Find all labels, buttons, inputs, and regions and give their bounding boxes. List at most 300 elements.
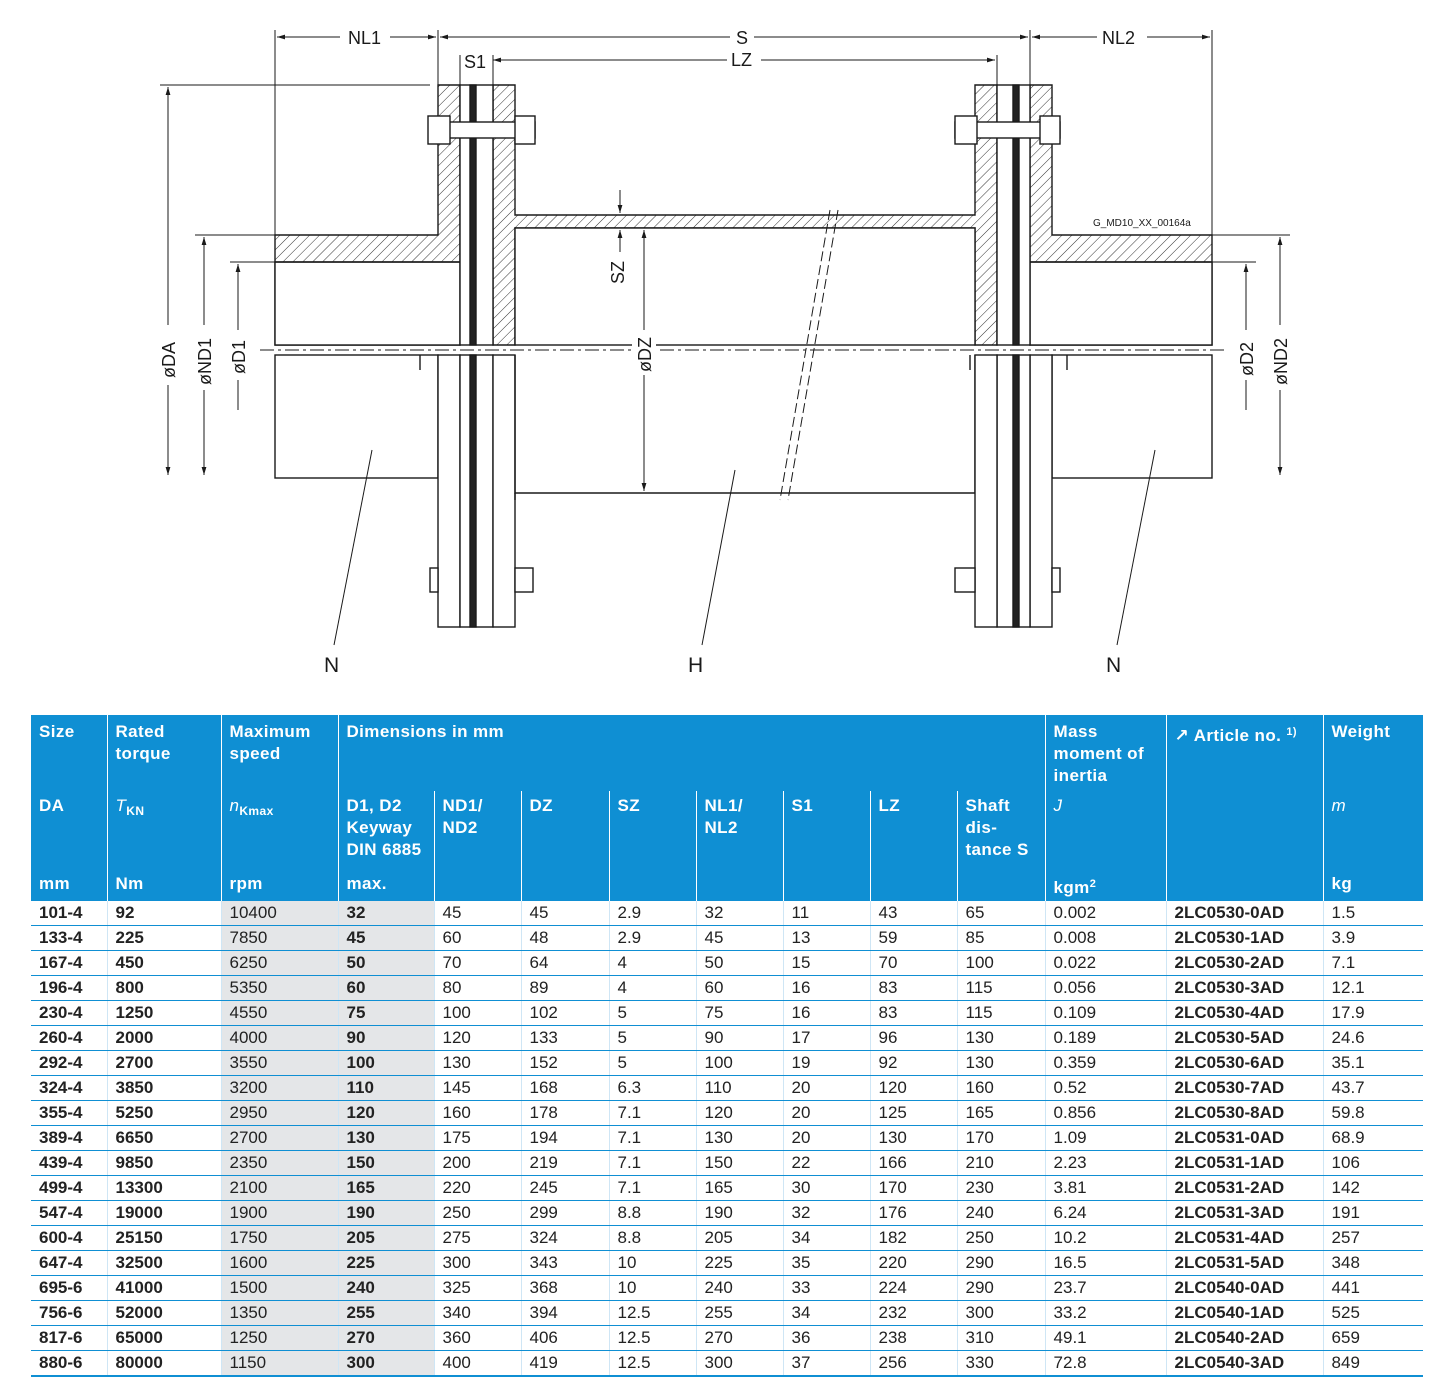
symbol-m: m	[1331, 796, 1347, 815]
table-cell: 90	[338, 1026, 434, 1051]
table-cell: 35.1	[1323, 1051, 1423, 1076]
table-cell: 220	[434, 1176, 521, 1201]
table-cell: 290	[957, 1251, 1045, 1276]
table-cell: 3.9	[1323, 926, 1423, 951]
table-cell: 2000	[107, 1026, 221, 1051]
table-cell: 170	[870, 1176, 957, 1201]
table-cell: 849	[1323, 1351, 1423, 1377]
table-cell: 176	[870, 1201, 957, 1226]
table-cell: 695-6	[31, 1276, 107, 1301]
table-cell: 1500	[221, 1276, 338, 1301]
table-cell: 59.8	[1323, 1101, 1423, 1126]
table-cell: 64	[521, 951, 609, 976]
table-cell: 2LC0540-3AD	[1166, 1351, 1323, 1377]
header-mass: Mass	[1053, 722, 1098, 741]
table-row	[31, 1001, 1423, 1026]
header-shaft: Shaft	[965, 796, 1010, 815]
table-cell: 7850	[221, 926, 338, 951]
table-cell: 340	[434, 1301, 521, 1326]
table-cell: 2700	[221, 1126, 338, 1151]
symbol-j: J	[1053, 796, 1063, 815]
table-cell: 225	[107, 926, 221, 951]
table-cell: 133-4	[31, 926, 107, 951]
table-cell: 19000	[107, 1201, 221, 1226]
dim-label-nl2: NL2	[1102, 28, 1136, 48]
table-cell: 100	[696, 1051, 783, 1076]
header-keyway: Keyway	[346, 818, 413, 837]
unit-mm: mm	[39, 874, 71, 893]
table-cell: 10	[609, 1276, 696, 1301]
header-d1-d2: D1, D2	[346, 796, 402, 815]
table-cell: 240	[696, 1276, 783, 1301]
table-row	[31, 1226, 1423, 1251]
table-cell: 130	[870, 1126, 957, 1151]
table-cell: 348	[1323, 1251, 1423, 1276]
table-cell: 12.5	[609, 1326, 696, 1351]
table-cell: 324	[521, 1226, 609, 1251]
table-cell: 4550	[221, 1001, 338, 1026]
table-cell: 600-4	[31, 1226, 107, 1251]
table-cell: 275	[434, 1226, 521, 1251]
table-cell: 1.5	[1323, 901, 1423, 926]
table-cell: 34	[783, 1301, 870, 1326]
table-cell: 2LC0531-1AD	[1166, 1151, 1323, 1176]
table-cell: 45	[338, 926, 434, 951]
table-cell: 2LC0530-6AD	[1166, 1051, 1323, 1076]
table-cell: 6650	[107, 1126, 221, 1151]
arrow-up-right-icon: ↗	[1174, 726, 1190, 745]
table-cell: 756-6	[31, 1301, 107, 1326]
table-cell: 225	[338, 1251, 434, 1276]
table-row	[31, 1351, 1423, 1377]
table-cell: 32	[338, 901, 434, 926]
table-cell: 232	[870, 1301, 957, 1326]
table-cell: 2950	[221, 1101, 338, 1126]
table-cell: 256	[870, 1351, 957, 1377]
table-cell: 12.1	[1323, 976, 1423, 1001]
table-row	[31, 1026, 1423, 1051]
table-cell: 5250	[107, 1101, 221, 1126]
table-cell: 2LC0531-5AD	[1166, 1251, 1323, 1276]
table-cell: 33.2	[1045, 1301, 1166, 1326]
table-cell: 115	[957, 1001, 1045, 1026]
table-cell: 400	[434, 1351, 521, 1377]
dim-label-dz: øDZ	[635, 337, 655, 372]
table-cell: 2LC0530-3AD	[1166, 976, 1323, 1001]
table-cell: 175	[434, 1126, 521, 1151]
table-cell: 2LC0531-4AD	[1166, 1226, 1323, 1251]
table-cell: 72.8	[1045, 1351, 1166, 1377]
table-cell: 160	[434, 1101, 521, 1126]
table-cell: 60	[434, 926, 521, 951]
table-cell: 165	[696, 1176, 783, 1201]
table-cell: 255	[338, 1301, 434, 1326]
table-cell: 36	[783, 1326, 870, 1351]
table-cell: 10400	[221, 901, 338, 926]
table-cell: 110	[338, 1076, 434, 1101]
table-row	[31, 1101, 1423, 1126]
table-cell: 32500	[107, 1251, 221, 1276]
unit-max: max.	[346, 874, 387, 893]
table-cell: 325	[434, 1276, 521, 1301]
table-cell: 2LC0531-3AD	[1166, 1201, 1323, 1226]
part-label-hub-left: N	[324, 654, 340, 677]
table-cell: 2LC0530-1AD	[1166, 926, 1323, 951]
table-cell: 2LC0540-0AD	[1166, 1276, 1323, 1301]
header-lz: LZ	[878, 796, 901, 815]
table-cell: 65000	[107, 1326, 221, 1351]
table-cell: 20	[783, 1076, 870, 1101]
coupling-spec-table	[31, 715, 1423, 1377]
table-cell: 45	[696, 926, 783, 951]
table-cell: 240	[338, 1276, 434, 1301]
table-row	[31, 1126, 1423, 1151]
table-cell: 85	[957, 926, 1045, 951]
header-article-no: Article no.	[1193, 726, 1282, 745]
table-cell: 190	[696, 1201, 783, 1226]
table-row	[31, 1176, 1423, 1201]
header-da: DA	[39, 796, 65, 815]
table-cell: 22	[783, 1151, 870, 1176]
table-cell: 96	[870, 1026, 957, 1051]
table-cell: 2LC0530-7AD	[1166, 1076, 1323, 1101]
table-cell: 1750	[221, 1226, 338, 1251]
header-s1: S1	[791, 796, 814, 815]
part-label-hub-right: N	[1106, 654, 1122, 677]
table-cell: 145	[434, 1076, 521, 1101]
table-cell: 80	[434, 976, 521, 1001]
table-row	[31, 1201, 1423, 1226]
header-nd2: ND2	[442, 818, 478, 837]
table-cell: 450	[107, 951, 221, 976]
table-cell: 50	[696, 951, 783, 976]
header-nl1: NL1/	[704, 796, 743, 815]
table-cell: 120	[434, 1026, 521, 1051]
table-cell: 182	[870, 1226, 957, 1251]
table-cell: 394	[521, 1301, 609, 1326]
table-cell: 102	[521, 1001, 609, 1026]
table-cell: 250	[957, 1226, 1045, 1251]
table-cell: 130	[696, 1126, 783, 1151]
table-cell: 20	[783, 1101, 870, 1126]
table-cell: 5	[609, 1026, 696, 1051]
table-cell: 70	[870, 951, 957, 976]
table-cell: 880-6	[31, 1351, 107, 1377]
table-cell: 2LC0530-0AD	[1166, 901, 1323, 926]
table-cell: 24.6	[1323, 1026, 1423, 1051]
table-cell: 4	[609, 951, 696, 976]
table-cell: 170	[957, 1126, 1045, 1151]
dim-label-nd1: øND1	[195, 337, 215, 385]
table-cell: 142	[1323, 1176, 1423, 1201]
table-cell: 2LC0540-1AD	[1166, 1301, 1323, 1326]
table-cell: 5	[609, 1001, 696, 1026]
table-cell: 35	[783, 1251, 870, 1276]
table-cell: 120	[870, 1076, 957, 1101]
table-row	[31, 1301, 1423, 1326]
table-cell: 1250	[221, 1326, 338, 1351]
table-cell: 300	[696, 1351, 783, 1377]
unit-kg: kg	[1331, 874, 1353, 893]
table-cell: 60	[338, 976, 434, 1001]
table-cell: 406	[521, 1326, 609, 1351]
table-cell: 355-4	[31, 1101, 107, 1126]
table-cell: 0.359	[1045, 1051, 1166, 1076]
table-cell: 499-4	[31, 1176, 107, 1201]
coupling-outline	[275, 85, 1212, 627]
table-cell: 525	[1323, 1301, 1423, 1326]
drawing-reference: G_MD10_XX_00164a	[1093, 218, 1191, 229]
table-cell: 165	[338, 1176, 434, 1201]
table-cell: 547-4	[31, 1201, 107, 1226]
table-cell: 5350	[221, 976, 338, 1001]
table-cell: 7.1	[1323, 951, 1423, 976]
table-cell: 300	[434, 1251, 521, 1276]
table-cell: 43.7	[1323, 1076, 1423, 1101]
dim-label-d2: øD2	[1237, 341, 1257, 376]
table-cell: 125	[870, 1101, 957, 1126]
symbol-t-sub: KN	[126, 804, 145, 818]
table-cell: 257	[1323, 1226, 1423, 1251]
table-row	[31, 1051, 1423, 1076]
table-cell: 299	[521, 1201, 609, 1226]
table-cell: 360	[434, 1326, 521, 1351]
dim-label-da: øDA	[159, 342, 179, 378]
table-cell: 89	[521, 976, 609, 1001]
table-cell: 191	[1323, 1201, 1423, 1226]
table-cell: 68.9	[1323, 1126, 1423, 1151]
table-cell: 130	[957, 1051, 1045, 1076]
table-cell: 210	[957, 1151, 1045, 1176]
table-cell: 368	[521, 1276, 609, 1301]
table-cell: 2700	[107, 1051, 221, 1076]
table-cell: 1150	[221, 1351, 338, 1377]
table-cell: 130	[434, 1051, 521, 1076]
table-cell: 196-4	[31, 976, 107, 1001]
table-cell: 3.81	[1045, 1176, 1166, 1201]
table-cell: 115	[957, 976, 1045, 1001]
table-cell: 2LC0530-4AD	[1166, 1001, 1323, 1026]
footnote-marker: 1)	[1286, 726, 1297, 738]
table-cell: 25150	[107, 1226, 221, 1251]
header-moment-of: moment of	[1053, 744, 1145, 763]
table-row	[31, 1076, 1423, 1101]
table-cell: 0.056	[1045, 976, 1166, 1001]
table-cell: 1350	[221, 1301, 338, 1326]
table-cell: 23.7	[1045, 1276, 1166, 1301]
table-cell: 250	[434, 1201, 521, 1226]
table-cell: 20	[783, 1126, 870, 1151]
table-cell: 49.1	[1045, 1326, 1166, 1351]
table-cell: 7.1	[609, 1126, 696, 1151]
table-cell: 0.856	[1045, 1101, 1166, 1126]
table-cell: 32	[696, 901, 783, 926]
table-cell: 160	[957, 1076, 1045, 1101]
table-cell: 3200	[221, 1076, 338, 1101]
table-cell: 1600	[221, 1251, 338, 1276]
table-cell: 2LC0530-8AD	[1166, 1101, 1323, 1126]
header-maximum: Maximum	[229, 722, 311, 741]
table-cell: 4000	[221, 1026, 338, 1051]
table-cell: 13	[783, 926, 870, 951]
symbol-t: T	[115, 796, 127, 815]
table-cell: 817-6	[31, 1326, 107, 1351]
table-cell: 83	[870, 976, 957, 1001]
table-cell: 2.9	[609, 901, 696, 926]
table-body	[31, 901, 1423, 1376]
table-cell: 0.008	[1045, 926, 1166, 951]
table-cell: 5	[609, 1051, 696, 1076]
header-inertia: inertia	[1053, 766, 1108, 785]
table-cell: 12.5	[609, 1351, 696, 1377]
header-tance-s: tance S	[965, 840, 1029, 859]
table-cell: 200	[434, 1151, 521, 1176]
header-dis: dis-	[965, 818, 998, 837]
table-cell: 100	[434, 1001, 521, 1026]
table-cell: 90	[696, 1026, 783, 1051]
table-cell: 92	[107, 901, 221, 926]
table-cell: 205	[338, 1226, 434, 1251]
table-cell: 130	[957, 1026, 1045, 1051]
table-cell: 219	[521, 1151, 609, 1176]
unit-kgm: kgm	[1053, 878, 1090, 897]
table-cell: 6.24	[1045, 1201, 1166, 1226]
table-cell: 245	[521, 1176, 609, 1201]
table-cell: 48	[521, 926, 609, 951]
table-cell: 6250	[221, 951, 338, 976]
table-cell: 0.109	[1045, 1001, 1166, 1026]
table-cell: 59	[870, 926, 957, 951]
dim-label-nd2: øND2	[1271, 337, 1291, 385]
table-cell: 120	[338, 1101, 434, 1126]
table-cell: 2LC0530-5AD	[1166, 1026, 1323, 1051]
table-cell: 166	[870, 1151, 957, 1176]
table-row	[31, 976, 1423, 1001]
table-cell: 270	[696, 1326, 783, 1351]
table-cell: 7.1	[609, 1176, 696, 1201]
table-cell: 110	[696, 1076, 783, 1101]
table-cell: 2LC0540-2AD	[1166, 1326, 1323, 1351]
table-cell: 16	[783, 1001, 870, 1026]
table-row	[31, 1326, 1423, 1351]
table-cell: 2100	[221, 1176, 338, 1201]
table-cell: 16.5	[1045, 1251, 1166, 1276]
header-torque: torque	[115, 744, 171, 763]
table-cell: 441	[1323, 1276, 1423, 1301]
table-cell: 45	[434, 901, 521, 926]
table-cell: 8.8	[609, 1201, 696, 1226]
table-cell: 0.52	[1045, 1076, 1166, 1101]
header-row-units	[31, 869, 1423, 901]
table-cell: 52000	[107, 1301, 221, 1326]
table-cell: 205	[696, 1226, 783, 1251]
table-cell: 300	[957, 1301, 1045, 1326]
header-row-titles	[31, 715, 1423, 791]
table-cell: 224	[870, 1276, 957, 1301]
table-cell: 1900	[221, 1201, 338, 1226]
table-cell: 225	[696, 1251, 783, 1276]
table-cell: 16	[783, 976, 870, 1001]
table-cell: 70	[434, 951, 521, 976]
table-cell: 2LC0531-2AD	[1166, 1176, 1323, 1201]
table-cell: 120	[696, 1101, 783, 1126]
table-cell: 220	[870, 1251, 957, 1276]
table-cell: 75	[696, 1001, 783, 1026]
table-cell: 30	[783, 1176, 870, 1201]
table-cell: 106	[1323, 1151, 1423, 1176]
header-weight: Weight	[1331, 722, 1391, 741]
table-cell: 343	[521, 1251, 609, 1276]
table-cell: 2LC0531-0AD	[1166, 1126, 1323, 1151]
table-cell: 0.002	[1045, 901, 1166, 926]
table-cell: 10.2	[1045, 1226, 1166, 1251]
table-cell: 41000	[107, 1276, 221, 1301]
table-cell: 230	[957, 1176, 1045, 1201]
table-cell: 419	[521, 1351, 609, 1377]
table-cell: 178	[521, 1101, 609, 1126]
table-cell: 17	[783, 1026, 870, 1051]
table-cell: 100	[957, 951, 1045, 976]
table-cell: 238	[870, 1326, 957, 1351]
unit-kgm-sup: 2	[1089, 878, 1097, 890]
dim-label-s: S	[736, 28, 749, 48]
table-row	[31, 901, 1423, 926]
table-cell: 133	[521, 1026, 609, 1051]
table-cell: 43	[870, 901, 957, 926]
table-cell: 647-4	[31, 1251, 107, 1276]
header-nd1: ND1/	[442, 796, 483, 815]
table-cell: 6.3	[609, 1076, 696, 1101]
table-cell: 13300	[107, 1176, 221, 1201]
symbol-n: n	[229, 796, 240, 815]
table-cell: 389-4	[31, 1126, 107, 1151]
table-cell: 2.9	[609, 926, 696, 951]
table-cell: 7.1	[609, 1101, 696, 1126]
table-cell: 9850	[107, 1151, 221, 1176]
table-cell: 2350	[221, 1151, 338, 1176]
header-dz: DZ	[529, 796, 553, 815]
table-cell: 8.8	[609, 1226, 696, 1251]
header-speed: speed	[229, 744, 281, 763]
table-cell: 80000	[107, 1351, 221, 1377]
header-row-symbols	[31, 791, 1423, 869]
table-cell: 15	[783, 951, 870, 976]
table-cell: 4	[609, 976, 696, 1001]
table-cell: 17.9	[1323, 1001, 1423, 1026]
table-cell: 168	[521, 1076, 609, 1101]
table-cell: 2LC0530-2AD	[1166, 951, 1323, 976]
table-cell: 45	[521, 901, 609, 926]
table-cell: 60	[696, 976, 783, 1001]
table-cell: 255	[696, 1301, 783, 1326]
table-cell: 3550	[221, 1051, 338, 1076]
table-cell: 11	[783, 901, 870, 926]
header-size: Size	[39, 722, 75, 741]
header-nl2: NL2	[704, 818, 738, 837]
table-cell: 150	[696, 1151, 783, 1176]
table-cell: 33	[783, 1276, 870, 1301]
table-cell: 165	[957, 1101, 1045, 1126]
dim-label-sz: SZ	[608, 260, 628, 284]
table-cell: 10	[609, 1251, 696, 1276]
header-din: DIN 6885	[346, 840, 422, 859]
table-cell: 260-4	[31, 1026, 107, 1051]
table-cell: 12.5	[609, 1301, 696, 1326]
table-cell: 0.189	[1045, 1026, 1166, 1051]
table-cell: 300	[338, 1351, 434, 1377]
dim-label-d1: øD1	[229, 339, 249, 374]
table-cell: 270	[338, 1326, 434, 1351]
